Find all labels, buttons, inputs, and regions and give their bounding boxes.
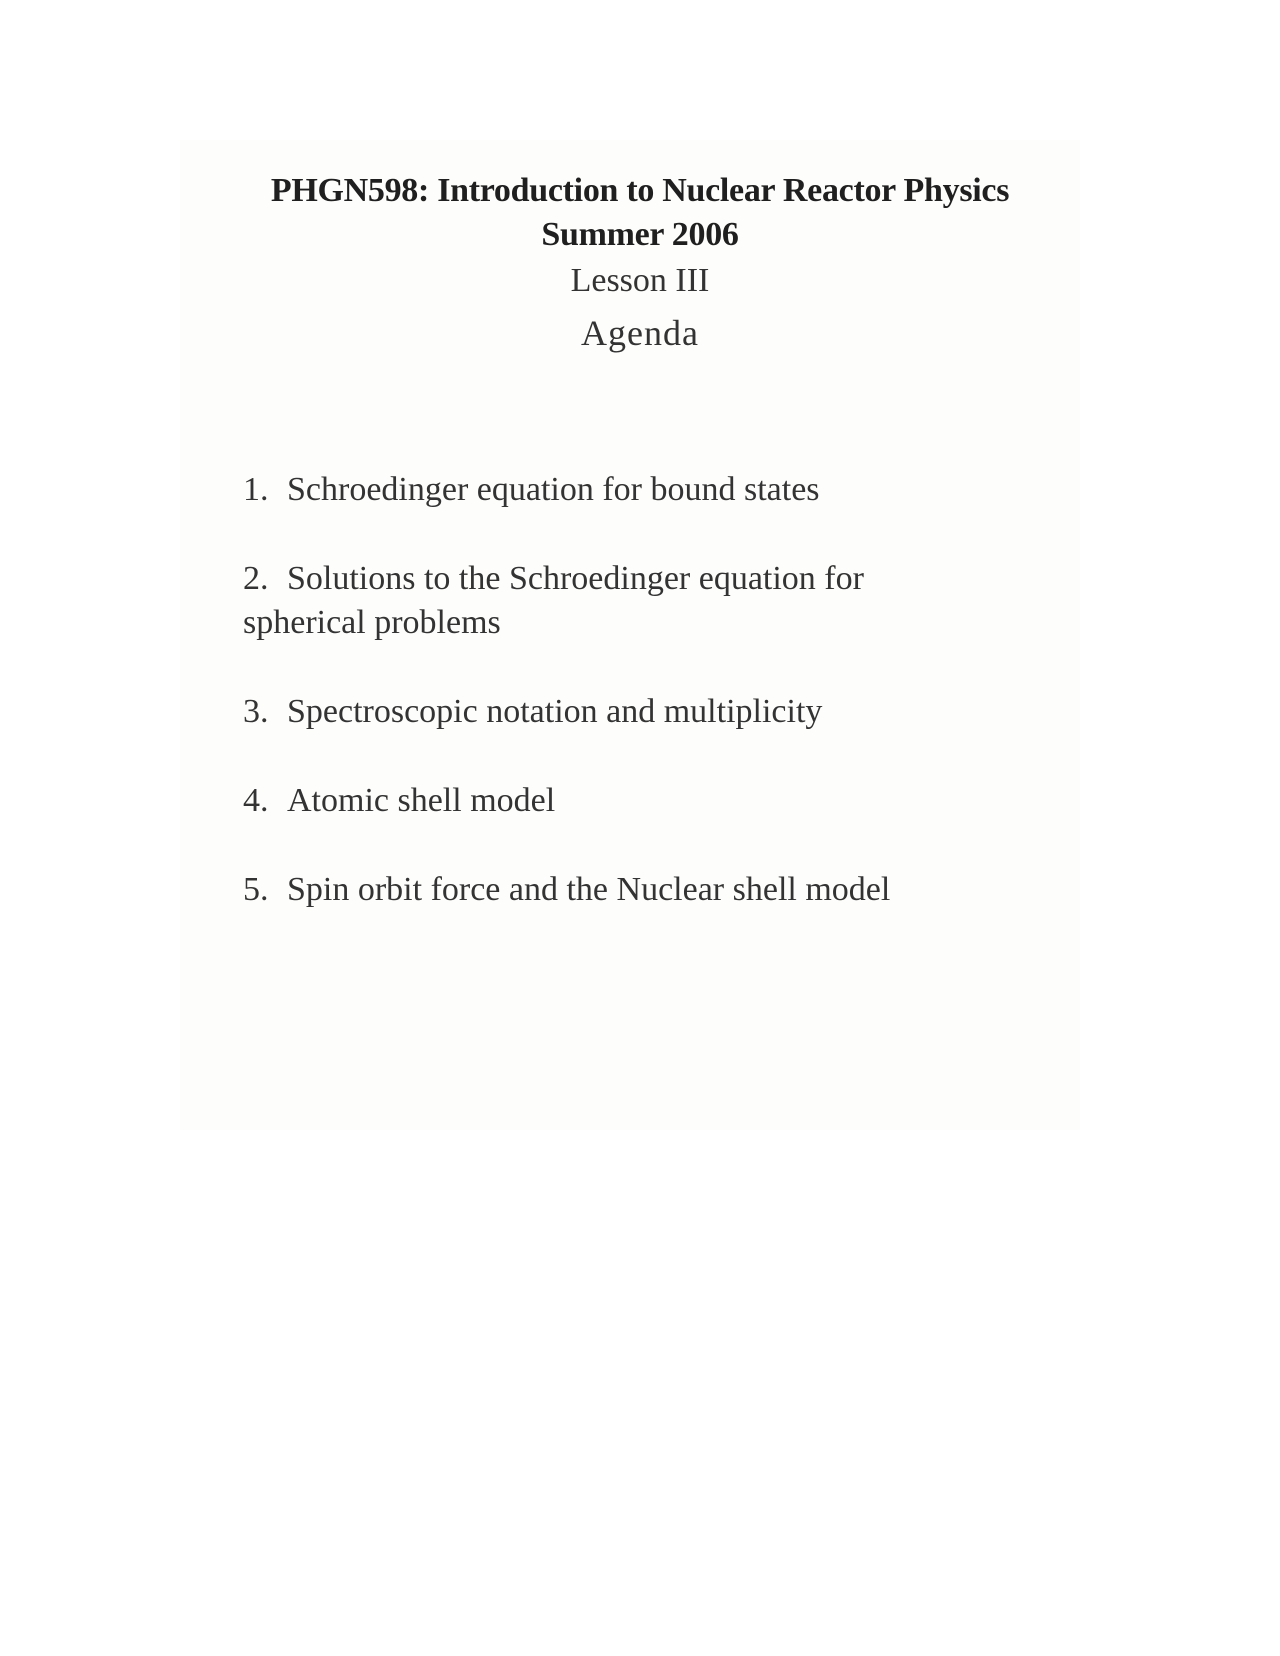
agenda-item xyxy=(243,468,1043,512)
agenda-heading: Agenda xyxy=(581,313,699,353)
agenda-item xyxy=(243,779,1043,823)
course-title: PHGN598: Introduction to Nuclear Reactor Physics xyxy=(270,172,1010,209)
agenda-item-number: 3. xyxy=(243,693,269,730)
agenda-item-text: Spectroscopic notation and multiplicity xyxy=(287,693,823,730)
agenda-item-number: 1. xyxy=(243,471,269,508)
agenda-item-text: Solutions to the Schroedinger equation for xyxy=(287,560,864,597)
agenda-item xyxy=(243,690,1043,734)
agenda-item-text: Schroedinger equation for bound states xyxy=(287,471,820,508)
lesson-heading: Lesson III xyxy=(570,262,710,299)
agenda-item-number: 2. xyxy=(243,560,269,597)
agenda-item-text: Atomic shell model xyxy=(287,782,556,819)
agenda-item xyxy=(243,557,1043,645)
agenda-item xyxy=(243,868,1043,912)
agenda-item-number: 5. xyxy=(243,871,269,908)
agenda-item-continuation: spherical problems xyxy=(243,604,501,641)
agenda-item-number: 4. xyxy=(243,782,269,819)
term-heading: Summer 2006 xyxy=(541,216,739,253)
agenda-item-text: Spin orbit force and the Nuclear shell model xyxy=(287,871,891,908)
